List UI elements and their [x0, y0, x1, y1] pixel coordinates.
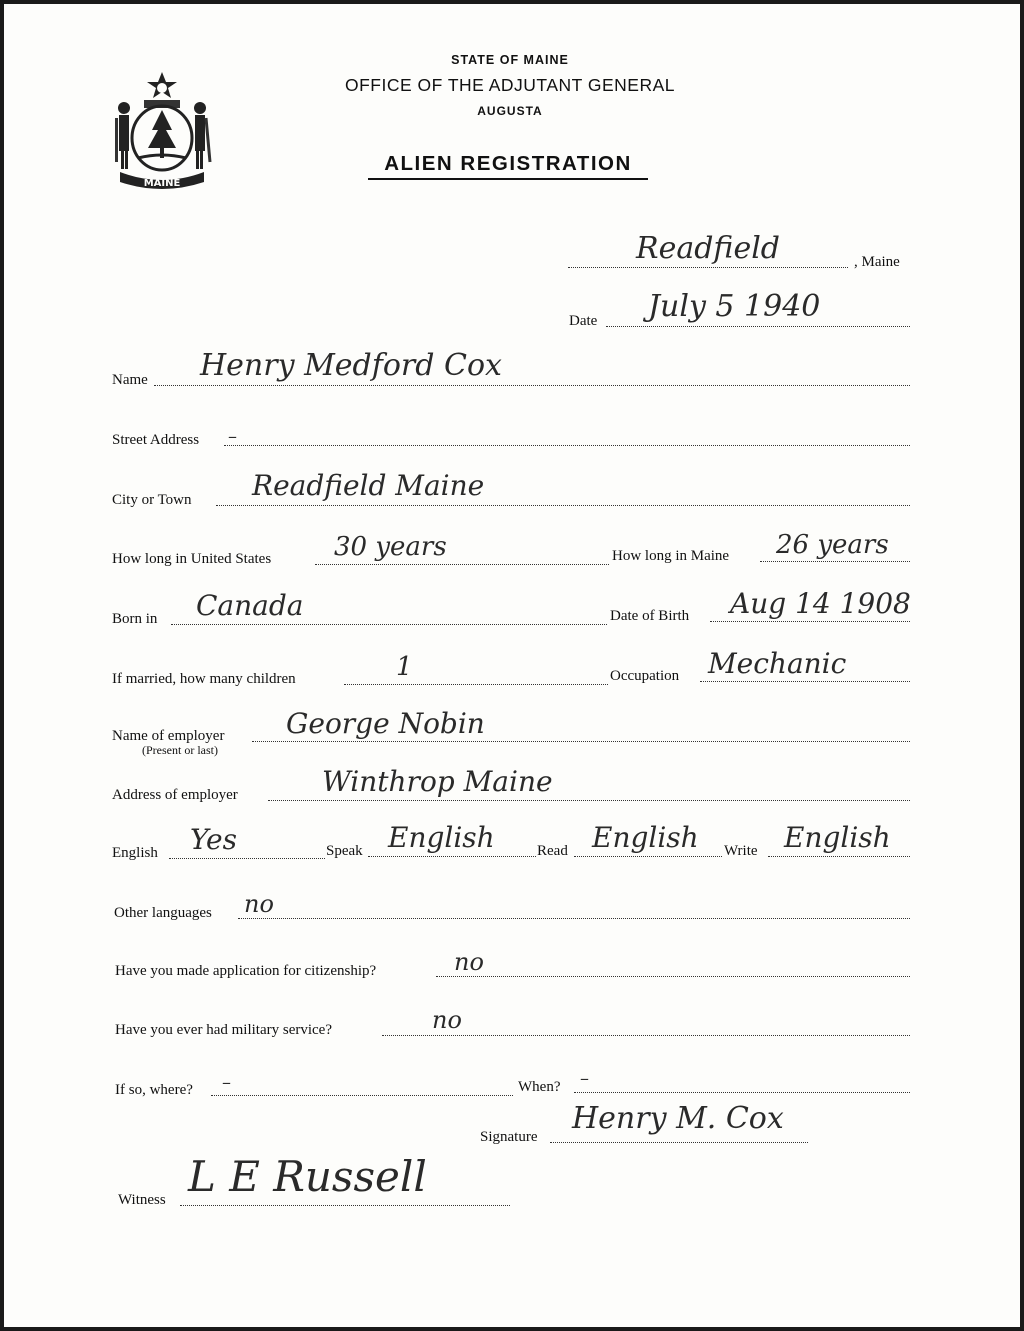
name-line	[154, 385, 910, 386]
form-title: ALIEN REGISTRATION	[368, 152, 648, 180]
witness-label: Witness	[118, 1192, 166, 1208]
children-line	[344, 684, 608, 685]
city-line	[216, 505, 910, 506]
english-value: Yes	[190, 823, 237, 856]
maine-suffix-label: , Maine	[854, 254, 900, 270]
city-value: Readfield Maine	[252, 469, 485, 502]
name-value: Henry Medford Cox	[200, 348, 502, 383]
employer-label: Name of employer	[112, 728, 225, 744]
occupation-value: Mechanic	[708, 647, 847, 680]
date-line	[606, 326, 910, 327]
military-value: no	[432, 1006, 462, 1034]
when-value: –	[580, 1068, 589, 1089]
employer-value: George Nobin	[286, 707, 485, 740]
street-value: –	[228, 426, 237, 447]
city-heading: AUGUSTA	[477, 104, 543, 118]
write-value: English	[784, 821, 891, 854]
when-line	[574, 1092, 910, 1093]
other-languages-line	[238, 918, 910, 919]
street-line	[224, 445, 910, 446]
write-label: Write	[724, 843, 758, 859]
read-label: Read	[537, 843, 568, 859]
witness-line	[180, 1205, 510, 1206]
citizenship-line	[436, 976, 910, 977]
read-value: English	[592, 821, 699, 854]
employer-line	[252, 741, 910, 742]
date-value: July 5 1940	[648, 289, 821, 324]
other-languages-label: Other languages	[114, 905, 212, 921]
registration-form	[4, 4, 1020, 1327]
speak-line	[368, 856, 536, 857]
english-line	[169, 858, 325, 859]
signature-label: Signature	[480, 1129, 538, 1145]
born-in-value: Canada	[196, 589, 304, 622]
employer-address-line	[268, 800, 910, 801]
how-long-maine-label: How long in Maine	[612, 548, 730, 564]
occupation-label: Occupation	[610, 668, 680, 684]
office-heading: OFFICE OF THE ADJUTANT GENERAL	[344, 75, 676, 95]
how-long-maine-line	[760, 561, 910, 562]
read-line	[574, 856, 722, 857]
occupation-line	[700, 681, 910, 682]
children-value: 1	[396, 652, 413, 682]
place-value: Readfield	[636, 231, 780, 266]
dob-label: Date of Birth	[610, 608, 690, 624]
city-label: City or Town	[112, 492, 192, 508]
when-label: When?	[518, 1079, 561, 1095]
born-in-label: Born in	[112, 611, 158, 627]
citizenship-value: no	[454, 948, 484, 976]
svg-text:MAINE: MAINE	[143, 178, 181, 189]
how-long-us-line	[315, 564, 609, 565]
witness-value: L E Russell	[188, 1152, 427, 1201]
employer-note-label: (Present or last)	[142, 743, 218, 757]
where-label: If so, where?	[115, 1082, 193, 1098]
how-long-us-value: 30 years	[334, 532, 447, 562]
speak-label: Speak	[326, 843, 363, 859]
employer-address-value: Winthrop Maine	[322, 765, 553, 798]
street-label: Street Address	[112, 432, 200, 448]
how-long-us-label: How long in United States	[112, 551, 272, 567]
where-line	[211, 1095, 513, 1096]
maine-state-seal-icon	[110, 68, 214, 192]
where-value: –	[222, 1072, 231, 1093]
military-label: Have you ever had military service?	[115, 1022, 332, 1038]
other-languages-value: no	[244, 890, 274, 918]
dob-value: Aug 14 1908	[730, 587, 911, 620]
name-label: Name	[112, 372, 148, 388]
signature-line	[550, 1142, 808, 1143]
place-line	[568, 267, 848, 268]
how-long-maine-value: 26 years	[776, 530, 889, 560]
speak-value: English	[388, 821, 495, 854]
state-heading: STATE OF MAINE	[451, 53, 569, 67]
signature-value: Henry M. Cox	[572, 1101, 784, 1136]
citizenship-label: Have you made application for citizenship?	[115, 963, 377, 979]
date-label: Date	[569, 313, 598, 329]
dob-line	[710, 621, 910, 622]
english-label: English	[112, 845, 158, 861]
military-line	[382, 1035, 910, 1036]
married-label: If married, how many children	[112, 671, 296, 687]
employer-address-label: Address of employer	[112, 787, 238, 803]
born-in-line	[171, 624, 607, 625]
write-line	[768, 856, 910, 857]
